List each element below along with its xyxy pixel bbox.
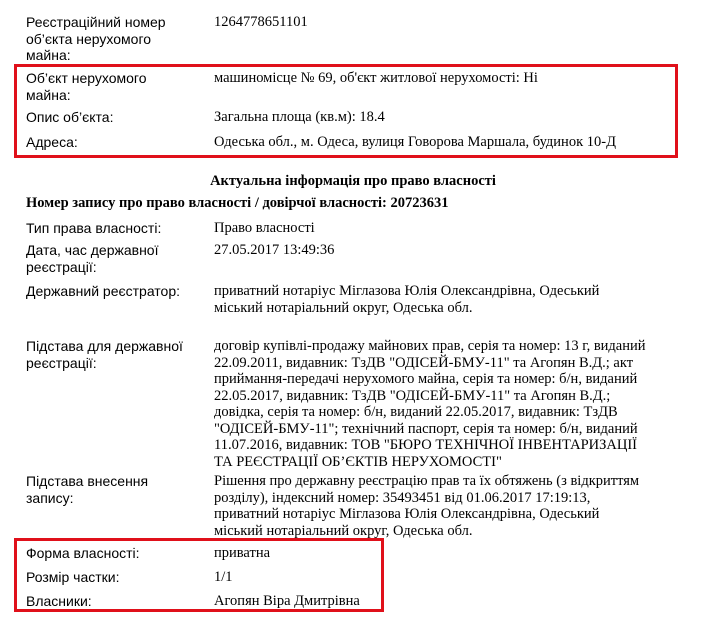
description-value: Загальна площа (кв.м): 18.4 bbox=[214, 109, 385, 125]
entry-basis-value: Рішення про державну реєстрацію прав та їх обтяжень (з відкриттям розділу), індексний номер: 35493451 від 01.06.2017 17:19:13, приватний нотаріус Міглазова Юлія Олександрівна, Одеський міський нотаріальний округ, Одеська обл. bbox=[214, 473, 640, 539]
registrar-label: Державний реєстратор: bbox=[26, 283, 181, 299]
basis-label: Підстава для державної реєстрації: bbox=[26, 338, 183, 371]
owners-value: Агопян Віра Дмитрівна bbox=[214, 593, 360, 609]
record-title: Номер запису про право власності / довірчої власності: 20723631 bbox=[26, 195, 449, 211]
description-label: Опис об’єкта: bbox=[26, 109, 114, 125]
right-type-label: Тип права власності: bbox=[26, 220, 162, 236]
address-label: Адреса: bbox=[26, 134, 78, 150]
reg-date-label: Дата, час державної реєстрації: bbox=[26, 242, 159, 275]
section-title: Актуальна інформація про право власності bbox=[210, 173, 496, 189]
reg-date-value: 27.05.2017 13:49:36 bbox=[214, 242, 335, 258]
share-label: Розмір частки: bbox=[26, 569, 120, 585]
form-label: Форма власності: bbox=[26, 545, 140, 561]
owners-label: Власники: bbox=[26, 593, 92, 609]
reg-number-label: Реєстраційний номер об’єкта нерухомого майна: bbox=[26, 14, 166, 63]
object-value: машиномісце № 69, об'єкт житлової нерухомості: Ні bbox=[214, 70, 538, 86]
object-label: Об’єкт нерухомого майна: bbox=[26, 70, 147, 103]
address-value: Одеська обл., м. Одеса, вулиця Говорова Маршала, будинок 10-Д bbox=[214, 134, 616, 150]
right-type-value: Право власності bbox=[214, 220, 315, 236]
form-value: приватна bbox=[214, 545, 271, 561]
share-value: 1/1 bbox=[214, 569, 233, 585]
reg-number-value: 1264778651101 bbox=[214, 14, 308, 30]
basis-value: договір купівлі-продажу майнових прав, серія та номер: 13 г, виданий 22.09.2011, видавник: ТзДВ "ОДІСЕЙ-БМУ-11" та Агопян В.Д.; акт приймання-передачі нерухомого майна, серія та номер: б/н, виданий 22.05.2017, видавник: ТзДВ "ОДІСЕЙ-БМУ-11" та Агопян В.Д.; довідка, серія та номер: б/н, виданий 22.05.2017, видавник: ТзДВ "ОДІСЕЙ-БМУ-11"; технічний паспорт, серія та номер: б/н, виданий 11.07.2016, видавник: ТОВ "БЮРО ТЕХНІЧНОЇ ІНВЕНТАРИЗАЦІЇ ТА РЕЄСТРАЦІЇ ОБ’ЄКТІВ НЕРУХОМОСТІ" bbox=[214, 338, 646, 470]
entry-basis-label: Підстава внесення запису: bbox=[26, 473, 149, 506]
registrar-value: приватний нотаріус Міглазова Юлія Олександрівна, Одеський міський нотаріальний округ, Одеська обл. bbox=[214, 283, 600, 316]
